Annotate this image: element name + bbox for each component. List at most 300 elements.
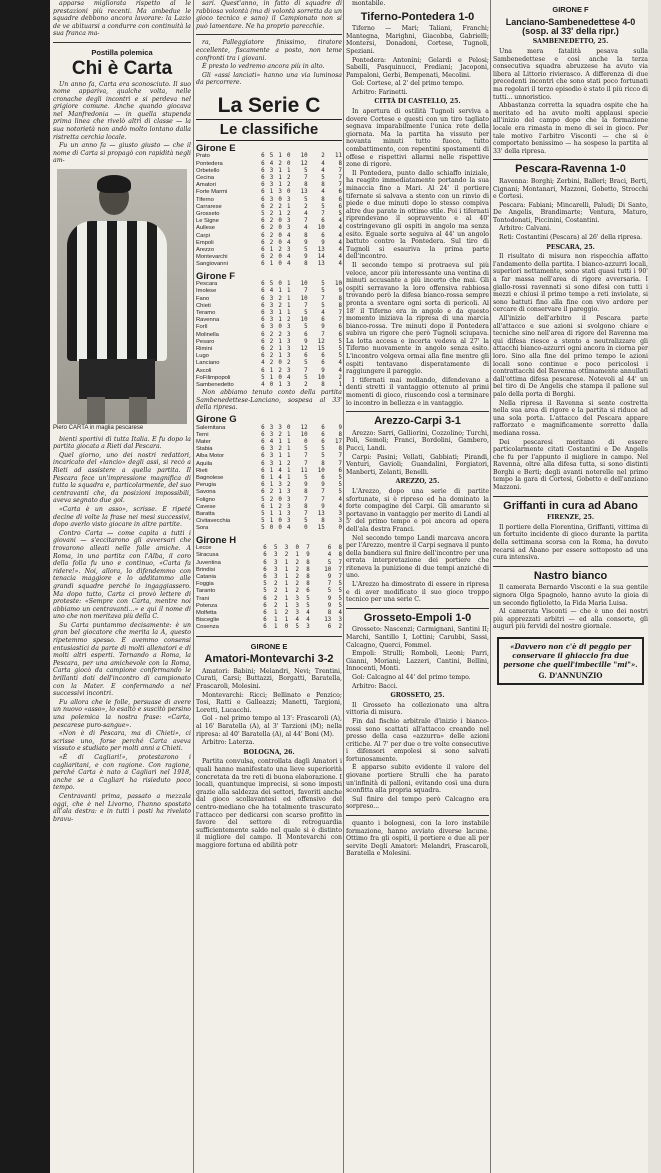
stat-cell: 6 [261,431,265,438]
stat-cell: 3 [286,196,291,203]
table-row [196,153,342,160]
stat-cell: 1 [278,338,282,345]
stat-cell: 5 [261,511,265,518]
stat-cell: 15 [317,525,325,532]
player-hair [97,175,131,193]
table-row [196,168,342,175]
team-name: Grosseto [196,210,220,217]
stat-cell: 7 [338,167,342,174]
stat-cell: 1 [278,317,282,324]
stat-cell: 5 [269,281,274,288]
team-name: Sangiovanni [196,261,228,268]
match-kicker: GIRONE F [552,5,589,14]
article-intro [53,81,191,166]
stat-cell: 0 [304,525,308,532]
stat-cell: 2 [286,460,291,467]
team-name: Molfetta [196,610,217,617]
stat-cell: 4 [304,210,308,217]
stat-cell: 9 [304,254,308,261]
stat-cell: 6 [261,482,265,489]
stat-cell: 1 [274,617,278,624]
paragraph: sari. Quest'anno, in fatto di squadre di rabbiosa volontà (ma di volontà sorretta da un gioco tecnico e sano) il Campionato non si può lamentare. Ne ha proprio parecchie. [196,0,342,30]
referee: Arbitro: Farinetti. [352,88,408,96]
stat-cell: 5 [338,602,342,609]
stat-cell: 6 [321,439,325,445]
stat-cell: 2 [269,210,274,217]
stat-cell: 0 [286,153,291,160]
stat-cell: 10 [317,374,325,381]
stat-cell: 3 [269,446,274,453]
stat-cell: 5 [321,446,325,453]
column-rule [193,0,194,1173]
lineup: Montevarchi: Ricci; Bellinato e Penzico; Tosi, Ratti e Galleazzi; Manetti, Targioni, Loretti, Lucacchi. [196,691,342,714]
paragraph: Fin dal fischio arbitrale d'inizio i bianco-rossi sono scattati all'attacco creando nel presso della casa «azzurra» delle azioni critiche. Al 7' per due o tre volte consecutive i difensori empolesi si sono salvati fortunosamente. [346,717,489,763]
stat-cell: 6 [261,281,265,288]
quote-box [497,637,644,685]
stat-cell: 12 [300,160,308,167]
stat-cell: 2 [295,588,299,595]
stat-cell: 1 [278,460,282,467]
paragraph: Al camerata Visconti — che è uno dei nostri più apprezzati arbitri — ed alla consorte, gli auguri più fervidi del nostro giornale. [493,608,648,631]
stat-cell: 3 [295,610,299,617]
stat-cell: 7 [327,581,332,588]
table-row [196,574,342,581]
team-name: Foligno [196,496,216,503]
stat-cell: 3 [274,566,278,573]
stat-cell: 1 [278,489,282,496]
article-title: Nastro bianco [533,569,608,582]
table-row [196,432,342,439]
paragraph: ra, Palleggiatore finissimo, tiratore eccellente, fiscamente a posto, non teme confronti tra i giovani. [196,39,342,62]
stat-cell: 3 [278,424,282,431]
stat-cell: 9 [304,338,308,345]
divider [346,608,489,609]
stat-cell: 2 [295,574,299,581]
dateline: GROSSETO, 25. [390,692,445,700]
stat-cell: 6 [261,302,265,309]
referee: Arbitro: Bacci. [352,682,398,690]
table-row [196,552,342,559]
table-row [196,296,342,303]
stat-cell: 4 [286,232,291,239]
stat-cell: 6 [261,489,265,496]
match-title: Lanciano-Sambenedettese 4-0 (sosp. al 33' della ripr.) [505,16,636,37]
stat-cell: 8 [306,566,310,573]
stat-cell: 3 [269,302,274,309]
stat-cell: 2 [269,225,274,232]
stat-cell: 3 [269,324,274,331]
stat-cell: 5 [304,167,308,174]
stat-cell: 8 [304,232,308,239]
match-title: Grosseto-Empoli 1-0 [363,611,472,624]
table-row [196,204,342,211]
stat-cell: 6 [321,475,325,482]
table-row [196,247,342,254]
stat-cell: 4 [286,261,291,268]
stat-cell: 6 [261,153,265,160]
stat-cell: 2 [278,302,282,309]
stat-cell: 2 [269,254,274,261]
stat-cell: 1 [286,288,291,295]
table-row [196,610,342,617]
dateline: CITTÀ DI CASTELLO, 25. [374,98,461,106]
stat-cell: 6 [261,338,265,345]
stat-cell: 6 [306,588,310,595]
stat-cell: 6 [263,602,267,609]
stat-cell: 12 [317,338,325,345]
stat-cell: 6 [261,475,265,482]
stat-cell: 2 [338,374,342,381]
table-row [196,346,342,353]
stat-cell: 8 [306,581,310,588]
stat-cell: 1 [269,246,274,253]
stat-cell: 2 [269,353,274,360]
table-row [196,197,342,204]
stat-cell: 4 [286,239,291,246]
stat-cell: 6 [261,295,265,302]
stat-cell: 5 [261,496,265,503]
match-title: Tiferno-Pontedera 1-0 [360,10,475,23]
stat-cell: 6 [327,545,332,552]
divider [196,34,342,35]
stat-cell: 8 [304,182,308,189]
stat-cell: 6 [261,439,265,445]
stat-cell: 5 [321,302,325,309]
stat-cell: 10 [335,281,342,288]
stat-cell: 4 [321,189,325,196]
team-name: Catania [196,574,216,581]
stat-cell: 6 [261,467,265,474]
paragraph: Abbastanza corretta la squadra ospite che ha meritato ed ha avuto molti applausi specie all'inizio del campo dopo che la formazione locale era rimasta in meno di sei in gioco. Per tale motivo l'arbitro Visconti — che si è comportato benissimo — ha sospeso la partita al 33' della ripresa. [493,102,648,155]
stat-cell: 5 [338,595,342,602]
match-title: Arezzo-Carpi 3-1 [374,415,461,428]
stat-cell: 3 [286,503,291,510]
stat-cell: 4 [286,254,291,261]
team-name: Siracusa [196,552,219,559]
stat-cell: 7 [304,367,308,374]
column-rule [343,0,344,1173]
stat-cell: 4 [321,167,325,174]
table-row [196,425,342,432]
stat-cell: 4 [286,374,291,381]
stat-cell: 6 [261,203,265,210]
stat-cell: 1 [286,295,291,302]
column-3 [346,0,489,1173]
stat-cell: 6 [261,367,265,374]
stat-cell: 9 [338,424,342,431]
stat-cell: 9 [327,595,332,602]
stat-cell: 2 [278,203,282,210]
stat-cell: 1 [269,475,274,482]
stat-cell: 6 [321,232,325,239]
team-name: Lugo [196,353,209,360]
stat-cell: 4 [338,496,342,503]
paragraph: L'Arezzo, dopo una serie di partite sfortunate, si è ripreso ed ha dominato la forte compagine del Carpi. Gli amaranto si portavano in vantaggio per merito di Landi al 5' del primo tempo e poi ancora ad opera dell'ala destra Franci. [346,487,489,533]
stat-cell: 1 [284,595,289,602]
stat-cell: 13 [317,261,325,268]
table-row [196,182,342,189]
stat-cell: 6 [261,331,265,338]
stat-cell: 6 [321,317,325,324]
stat-cell: 0 [269,525,274,532]
stat-cell: 6 [261,232,265,239]
stat-cell: 7 [338,453,342,460]
stat-cell: 2 [278,431,282,438]
stat-cell: 3 [269,182,274,189]
lineup: Pescara: Fabiani; Mincarelli, Paludi; Di Santo, De Angelis, Brandimarte; Ventura, Maturo, Tontodonati, Piccinini, Costantini. [493,201,648,224]
stat-cell: 5 [263,581,267,588]
stat-cell: 13 [324,617,332,624]
stat-cell: 4 [338,225,342,232]
stat-cell: 5 [327,559,332,566]
team-name: Sora [196,525,209,532]
stat-cell: 1 [286,467,291,474]
stat-cell: 4 [338,239,342,246]
paragraph: «Non è di Pescara, ma di Chieti», ci scrisse uno, forse perché Carta aveva vissuto e studiato per molti anni a Chieti. [53,730,191,753]
paragraph: «Carta è un asso», scrisse. E ripeté decine di volte la frase nei mesi successivi, dopo averlo visto giocare in altre partite. [53,505,191,529]
stat-cell: 13 [317,511,325,518]
stat-cell: 5 [321,281,325,288]
stat-cell: 7 [304,302,308,309]
stat-cell: 1 [278,353,282,360]
stat-cell: 1 [278,346,282,352]
stat-cell: 5 [338,210,342,217]
group-heading: Girone E [196,142,236,154]
paragraph: È apparso subito evidente il valore del giovane portiere Strulli che ha parato un'infinità di palloni, evitando così una dura sconfitta alla propria squadra. [346,764,489,795]
stat-cell: 0 [278,360,282,367]
stat-cell: 1 [269,518,274,525]
stat-cell: 3 [286,331,291,338]
stat-cell: 6 [261,174,265,181]
team-name: Perugia [196,482,216,489]
stat-cell: 7 [338,317,342,324]
stat-cell: 2 [278,503,282,510]
stat-cell: 4 [338,261,342,268]
standings-table [196,281,342,389]
striped-jersey [67,221,167,361]
article-body [53,436,191,824]
table-row [196,288,342,295]
team-name: Forlì [196,324,208,331]
stat-cell: 6 [338,189,342,196]
paragraph: Il risultato di misura non rispecchia affatto l'andamento della partita. I bianco-azzurri locali, superiori nettamente, sono stati quasi tutti i 90' a far massa nell'area di rigore avversaria. I giallo-rossi ravennati si sono difesi con tutti i mezzi e chiusi il primo tempo a reti inviolate, si sono battuti fino alla fine con vivo ardore per cercare di conservare il pareggio. [493,253,648,314]
stat-cell: 7 [338,574,342,581]
column-2 [196,0,342,1173]
paragraph: Fu un anno fa — giusto giusto — che il nome di Carta si propagò con rapidità negli am- [53,142,191,165]
table-row [196,240,342,247]
stat-cell: 6 [261,346,265,352]
stat-cell: 4 [338,232,342,239]
paragraph: Fu allora che le folle, persuase di avere un nuovo «asso», lo esaltò e suscitò persino una polemica la nostra frase: «Carta, pescarese puro-sangue». [53,698,191,729]
paragraph: Quel giorno, uno dei nostri redattori, incaricato del «lancio» degli assi, si recò a Rieti ad assistere a quella partita. Il Pescara fece un'impressione magnifica di tutta la squadra e, particolarmente, del suo centravanti che, da posizioni impossibili, aveva segnato due gol. [53,451,191,505]
table-row [196,360,342,367]
table-row [196,324,342,331]
stat-cell: 9 [321,367,325,374]
stat-cell: 7 [321,295,325,302]
stat-cell: 8 [338,446,342,453]
stat-cell: 1 [278,153,282,160]
stat-cell: 0 [338,525,342,532]
stat-cell: 6 [261,446,265,453]
match-title: Pescara-Ravenna 1-0 [515,163,626,176]
team-name: Taranto [196,588,216,595]
stat-cell: 1 [286,475,291,482]
stat-cell: 8 [338,431,342,438]
table-row [196,468,342,475]
team-name: Civitavecchia [196,518,231,525]
stat-cell: 3 [295,602,299,609]
paragraph: quanto i bolognesi, con la loro instabile formazione, hanno avviato diverse lacune. Ottimo fra gli ospiti, il portiere e due ali per servite Degli Amatori: Melandri, Frascaroli, Baratella e Molesini. [346,820,489,858]
stat-cell: 6 [261,503,265,510]
table-row [196,375,342,382]
table-row [196,567,342,574]
stat-cell: 4 [338,360,342,367]
table-row [196,439,342,446]
stat-cell: 2 [286,360,291,367]
stat-cell: 6 [263,574,267,581]
table-row [196,211,342,218]
stat-cell: 3 [286,518,291,525]
dateline: PESCARA, 25. [546,243,595,251]
stat-cell: 2 [295,566,299,573]
stat-cell: 5 [269,153,274,160]
paragraph: Il Grosseto ha collezionato una altra vittoria di misura. [346,701,489,717]
stat-cell: 6 [261,160,265,167]
team-name: Teramo [196,309,216,316]
team-name: Lanciano [196,360,220,367]
stat-cell: 2 [274,602,278,609]
stat-cell: 6 [261,288,265,295]
stat-cell: 6 [261,189,265,196]
stat-cell: 3 [306,624,310,631]
stat-cell: 0 [278,518,282,525]
stat-cell: 11 [335,153,342,160]
dateline: BOLOGNA, 26. [243,748,295,756]
stat-cell: 0 [284,624,289,631]
stat-cell: 6 [338,324,342,331]
stat-cell: 4 [269,439,274,445]
table-row [196,353,342,360]
dateline: FIRENZE, 25. [546,514,595,522]
team-name: Stabia [196,446,213,453]
stat-cell: 1 [274,610,278,617]
stat-cell: 1 [284,574,289,581]
stat-cell: 2 [274,588,278,595]
team-name: FoFilimpopoli [196,374,231,381]
stat-cell: 5 [261,518,265,525]
stat-cell: 1 [286,203,291,210]
team-name: Bisceglie [196,617,220,624]
stat-cell: 5 [304,446,308,453]
paragraph: L'Arezzo ha dimostrato di essere in ripresa e di aver modificato il suo gioco troppo tecnico per una serie C. [346,581,489,604]
stat-cell: 4 [304,225,308,232]
lineup: Empoli: Strulli; Romboli, Leoni; Parri, Gianni, Moriani; Lazzeri, Cantini, Bellini, Innocenti, Monti. [346,650,489,673]
stat-cell: 4 [261,382,265,389]
stat-cell: 4 [269,288,274,295]
quote-text: «Davvero non c'è di peggio per conservare il ghiaccio fra due persone che quell'imbecille "mi"». [503,641,638,669]
stat-cell: 6 [263,545,267,552]
stat-cell: 5 [304,309,308,316]
table-row [196,261,342,268]
match-title: Amatori-Montevarchi 3-2 [204,653,334,666]
stat-cell: 4 [295,617,299,624]
stat-cell: 5 [304,518,308,525]
stat-cell: 0 [278,254,282,261]
stat-cell: 8 [321,460,325,467]
team-name: Rimini [196,346,213,352]
group-heading: Girone F [196,270,236,282]
stat-cell: 8 [321,382,325,389]
stat-cell: 7 [304,453,308,460]
stat-cell: 10 [300,153,308,160]
stat-cell: 2 [286,210,291,217]
paragraph: Dei pescaresi meritano di essere particolarmente citati Costantini e De Angelis che fu per l'appunto il migliore in campo. Nel Ravenna, oltre alla difesa tutta, si sono distinti Borghi e Berti; degli avanti noterelle nel primo tempo la gara di Cortesi, Gobetto e dell'anziano Mazzoni. [493,438,648,492]
stat-cell: 7 [321,331,325,338]
stat-cell: 8 [304,489,308,496]
stat-cell: 2 [274,595,278,602]
stat-cell: 10 [300,317,308,324]
standings-note: Non abbiamo tenuto conto della partita Sambenedettese-Lanciano, sospesa al 33' della ripresa. [196,389,342,412]
stat-cell: 1 [278,288,282,295]
stat-cell: 6 [321,424,325,431]
lineup: Pontedera: Antonini; Gelardi e Pelosi; Sabelli, Pasquinucci, Frediani; Jacoponi, Pampaloni, Gerbi, Bempenati, Mecolini. [346,56,489,79]
stat-cell: 2 [269,203,274,210]
stat-cell: 5 [321,288,325,295]
stat-cell: 3 [269,309,274,316]
stat-cell: 6 [263,595,267,602]
stat-cell: 3 [286,218,291,225]
stat-cell: 7 [304,496,308,503]
stat-cell: 1 [286,281,291,288]
team-name: Empoli [196,239,214,246]
divider [346,411,489,412]
stat-cell: 6 [261,196,265,203]
table-row [196,482,342,489]
table-row [196,461,342,468]
stat-cell: 2 [278,367,282,374]
stat-cell: 1 [269,189,274,196]
stat-cell: 5 [338,475,342,482]
stat-cell: 1 [278,174,282,181]
stat-cell: 6 [261,353,265,360]
team-name: Cosenza [196,624,219,631]
stat-cell: 5 [295,624,299,631]
stat-cell: 8 [306,559,310,566]
stat-cell: 4 [338,610,342,617]
stat-cell: 5 [274,545,278,552]
dateline: SAMBENEDETTO, 25. [532,38,609,46]
stat-cell: 2 [269,496,274,503]
table-row [196,453,342,460]
divider [196,636,342,637]
stat-cell: 3 [274,559,278,566]
stat-cell: 3 [286,382,291,389]
stat-cell: 6 [261,424,265,431]
referee: Arbitro: Laterza. [202,739,255,747]
stat-cell: 3 [286,353,291,360]
stat-cell: 5 [304,324,308,331]
stat-cell: 4 [327,552,332,559]
stat-cell: 8 [338,295,342,302]
stat-cell: 6 [321,360,325,367]
stat-cell: 5 [338,482,342,489]
stat-cell: 9 [321,482,325,489]
lineup: Grosseto: Nascenzi; Carmignani, Santini II; Marchi, Santillo I, Lottini; Carubbi, Sassi, Calcagno, Querci, Fommel. [346,626,489,649]
stat-cell: 6 [261,246,265,253]
stat-cell: 17 [335,439,342,445]
stat-cell: 3 [286,225,291,232]
lineup: Ravenna: Borghi; Zerbini, Balleri; Braci, Berti, Cignani; Montanari, Mazzoni, Gobetto, Strocchi e Cortesi. [493,177,648,201]
